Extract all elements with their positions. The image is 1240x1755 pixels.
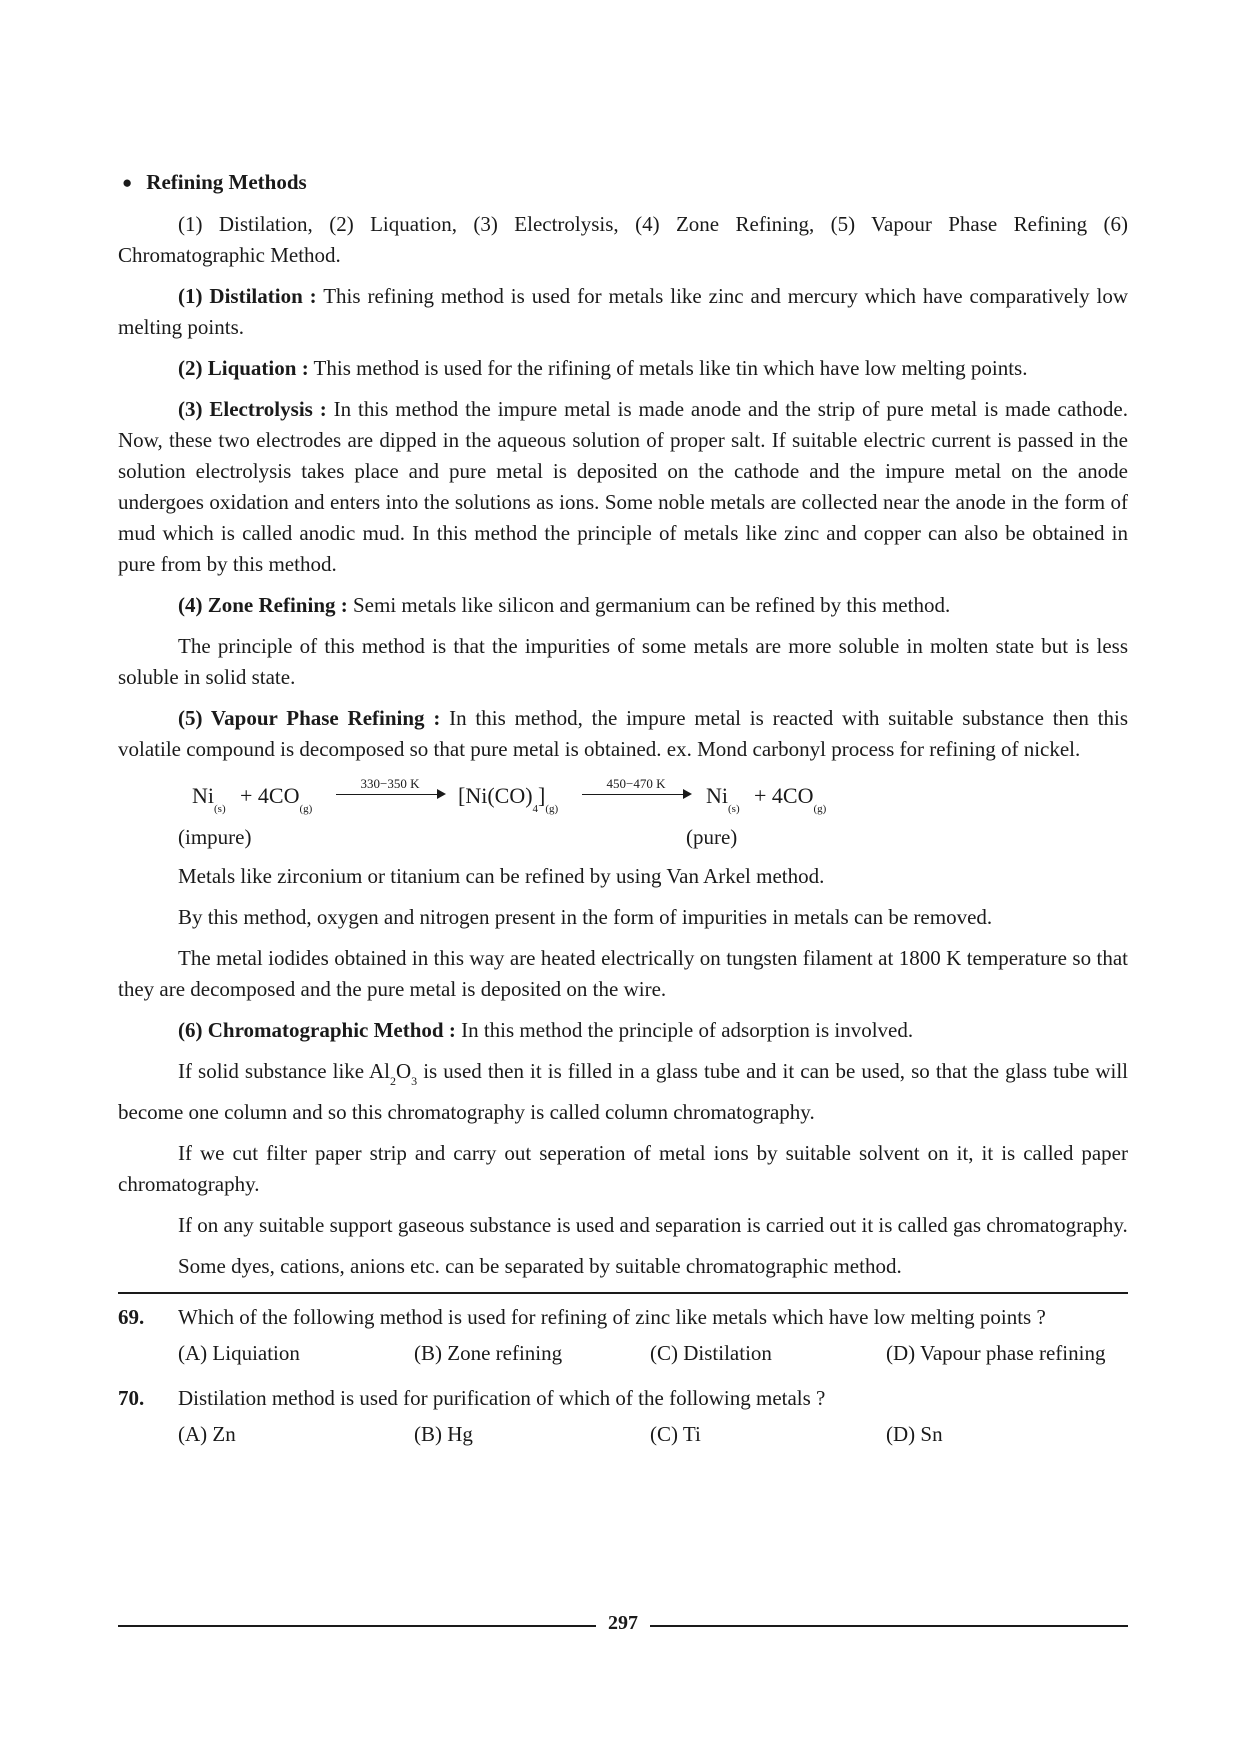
distilation-paragraph: (1) Distilation : This refining method is used for metals like zinc and mercury which have comparatively low melting points.	[118, 284, 1128, 339]
page-content	[118, 170, 1128, 1464]
question-text: Which of the following method is used for refining of zinc like metals which have low melting points ?	[178, 1305, 1046, 1329]
question-70	[118, 1383, 1128, 1414]
zone-refining-paragraph: (4) Zone Refining : Semi metals like silicon and germanium can be refined by this method.	[178, 593, 951, 617]
vapour-phase-label: (5) Vapour Phase Refining :	[178, 706, 441, 730]
mond-equation	[118, 777, 1128, 823]
reactant-co: + $4CO_{(g)}$	[240, 783, 313, 815]
liquation-label: (2) Liquation :	[178, 356, 309, 380]
question-69-options	[118, 1341, 1128, 1377]
van-arkel-paragraph-1: Metals like zirconium or titanium can be refined by using Van Arkel method.	[178, 864, 825, 888]
chromatographic-paragraph: (6) Chromatographic Method : In this method the principle of adsorption is involved.	[178, 1018, 914, 1042]
chromatography-summary: Some dyes, cations, anions etc. can be separated by suitable chromatographic method.	[178, 1254, 902, 1278]
bullet-icon: ●	[122, 173, 133, 192]
product-co: + $4CO_{(g)}$	[754, 783, 827, 815]
option-c[interactable]: (C) Ti	[650, 1422, 701, 1446]
question-70-options	[118, 1422, 1128, 1458]
paper-chromatography-paragraph: If we cut filter paper strip and carry out seperation of metal ions by suitable solvent on it, it is called paper chromatography.	[118, 1141, 1128, 1196]
electrolysis-label: (3) Electrolysis :	[178, 397, 327, 421]
reactant-ni: $Ni_{(s)}$	[192, 783, 226, 815]
electrolysis-paragraph: (3) Electrolysis : In this method the impure metal is made anode and the strip of pure metal is made cathode. Now, these two electrodes are dipped in the aqueous solution of proper salt. If suitable electric current is passed in the solution electrolysis takes place and pure metal is deposited on the cathode and the impure metal on the anode undergoes oxidation and enters into the solutions as ions. Some noble metals are collected near the anode in the form of mud which is called anodic mud. In this method the principle of metals like zinc and copper can also be obtained in pure from by this method.	[118, 397, 1128, 576]
van-arkel-paragraph-2: By this method, oxygen and nitrogen present in the form of impurities in metals can be removed.	[178, 905, 993, 929]
reaction-arrow-1: 330−350 K	[336, 777, 444, 795]
page-number: 297	[608, 1612, 638, 1634]
distilation-label: (1) Distilation :	[178, 284, 317, 308]
section-heading: ● Refining Methods	[122, 170, 307, 194]
liquation-paragraph: (2) Liquation : This method is used for the rifining of metals like tin which have low melting points.	[178, 356, 1028, 380]
zone-refining-label: (4) Zone Refining :	[178, 593, 348, 617]
equation-labels	[118, 825, 1128, 861]
option-a[interactable]: (A) Liquiation	[178, 1341, 300, 1365]
vapour-phase-paragraph: (5) Vapour Phase Refining : In this method, the impure metal is reacted with suitable substance then this volatile compound is decomposed so that pure metal is obtained. ex. Mond carbonyl process for refining of nickel.	[118, 706, 1128, 761]
chromatographic-label: (6) Chromatographic Method :	[178, 1018, 456, 1042]
footer-rule-right	[650, 1625, 1128, 1627]
option-d[interactable]: (D) Sn	[886, 1422, 943, 1446]
column-chromatography-paragraph: If solid substance like $Al_2O_3$ is used then it is filled in a glass tube and it can be used, so that the glass tube will become one column and so this chromatography is called column chromatography.	[118, 1059, 1128, 1124]
product-ni: $Ni_{(s)}$	[706, 783, 740, 815]
impure-label: (impure)	[178, 825, 252, 849]
footer-rule-left	[118, 1625, 596, 1627]
question-number: 69.	[118, 1305, 145, 1329]
page-footer	[118, 1612, 1128, 1642]
option-d[interactable]: (D) Vapour phase refining	[886, 1341, 1106, 1365]
option-a[interactable]: (A) Zn	[178, 1422, 236, 1446]
question-69	[118, 1302, 1128, 1333]
zone-principle-paragraph: The principle of this method is that the impurities of some metals are more soluble in molten state but is less soluble in solid state.	[118, 634, 1128, 689]
gas-chromatography-paragraph: If on any suitable support gaseous substance is used and separation is carried out it is called gas chromatography.	[178, 1213, 1128, 1237]
option-b[interactable]: (B) Zone refining	[414, 1341, 563, 1365]
section-divider	[118, 1292, 1128, 1294]
intro-paragraph: (1) Distilation, (2) Liquation, (3) Electrolysis, (4) Zone Refining, (5) Vapour Phase Refining (6) Chromatographic Method.	[118, 212, 1128, 267]
question-number: 70.	[118, 1386, 145, 1410]
nickel-carbonyl: $[Ni(CO)_4]_{(g)}$	[458, 783, 559, 815]
question-text: Distilation method is used for purification of which of the following metals ?	[178, 1386, 826, 1410]
option-b[interactable]: (B) Hg	[414, 1422, 473, 1446]
pure-label: (pure)	[686, 825, 738, 849]
van-arkel-paragraph-3: The metal iodides obtained in this way are heated electrically on tungsten filament at 1800 K temperature so that they are decomposed and the pure metal is deposited on the wire.	[118, 946, 1128, 1001]
reaction-arrow-2: 450−470 K	[582, 777, 690, 795]
option-c[interactable]: (C) Distilation	[650, 1341, 772, 1365]
